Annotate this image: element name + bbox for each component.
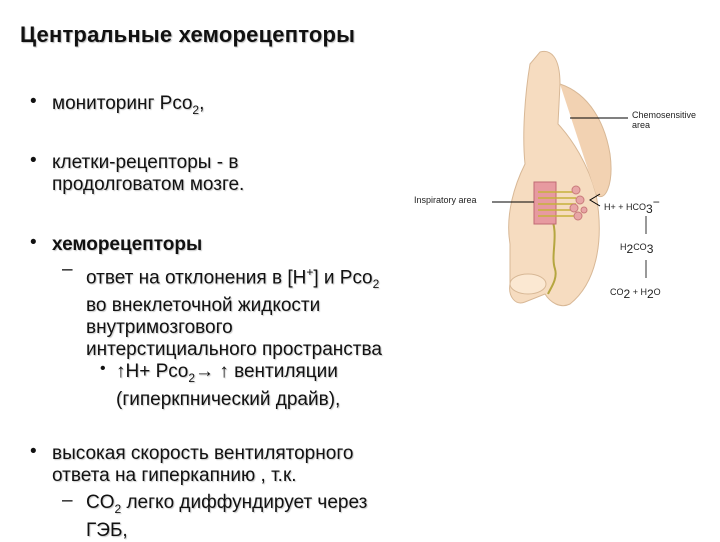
eq-co2-h2o: $CO_2 + H_2O$ [610, 287, 661, 301]
bullet-monitoring: мониторинг Pco$_2$, [52, 93, 205, 117]
bullet-chemoreceptors: хеморецепторы [52, 234, 203, 255]
brainstem-illustration [400, 44, 718, 344]
eq-hco3: $H+ + HCO_3^-$ [604, 195, 660, 216]
bullet-icon: • [30, 150, 37, 171]
page-title: Центральные хеморецепторы [20, 22, 356, 47]
eq-h2co3: $H_2CO_3$ [620, 242, 654, 256]
dash-icon: – [62, 490, 73, 511]
bullet-high-rate: высокая скорость вентиляторного ответа на гиперкапнию , т.к. [52, 443, 354, 486]
sub-bullet-response: ответ на отклонения в [H+] и Pco$_2$ во внеклеточной жидкости внутримозгового интерстициального пространства [86, 265, 382, 361]
bullet-icon: • [30, 441, 37, 462]
dash-icon: – [62, 259, 73, 280]
bullet-receptor-cells: клетки-рецепторы - в продолговатом мозге. [52, 152, 245, 195]
chemosensitive-label: Chemosensitive area [632, 110, 697, 130]
brainstem-figure [400, 44, 718, 344]
bullet-icon: • [30, 91, 37, 112]
inspiratory-label: Inspiratory area [414, 195, 477, 205]
cut-surface [510, 274, 546, 294]
sub-sub-bullet-ventilation: ↑H+ Pco$_2$→ ↑ вентиляции (гиперкпнический драйв), [116, 361, 341, 410]
bullet-icon: • [30, 232, 37, 253]
inspiratory-area-shape [534, 182, 556, 224]
bullet-icon: • [100, 360, 106, 377]
sub-bullet-co2-diffuses: $CO_2$ легко диффундирует через ГЭБ, [86, 492, 368, 541]
